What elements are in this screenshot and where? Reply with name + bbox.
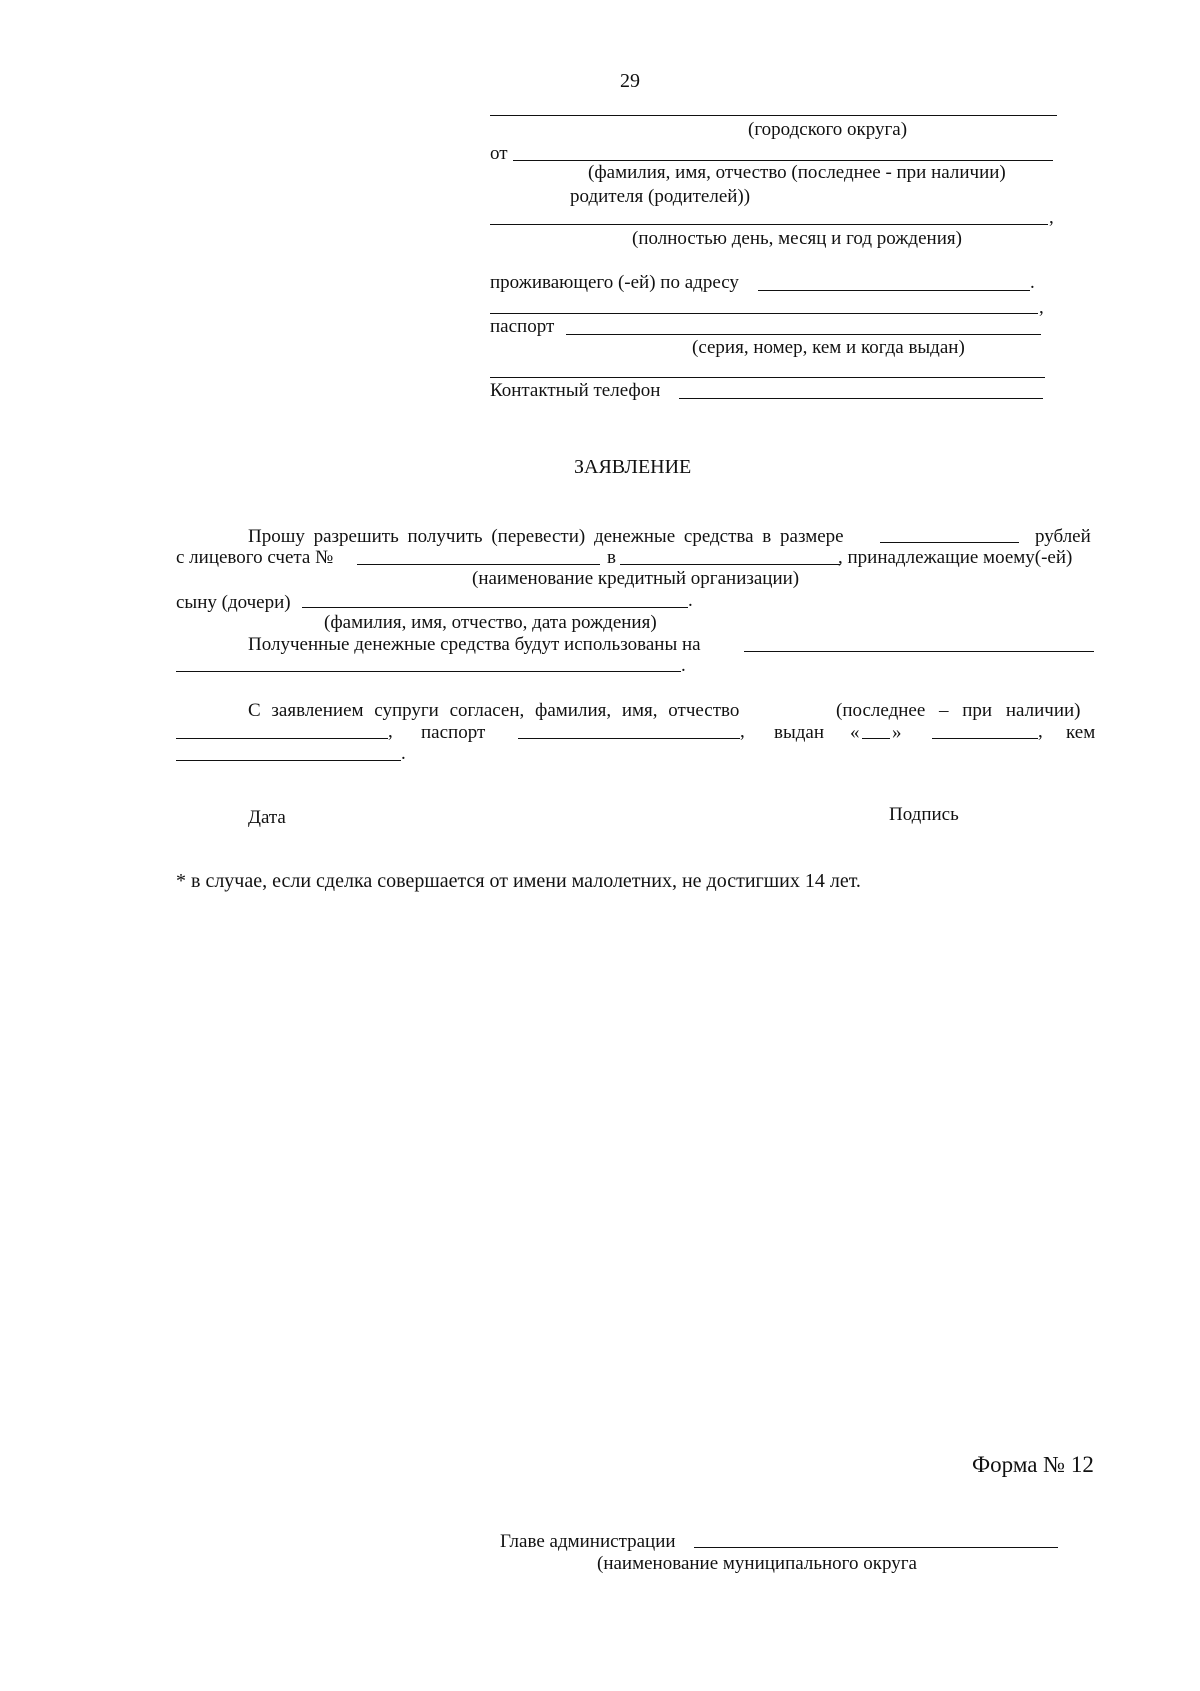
belong-text: , принадлежащие моему(-ей) — [838, 547, 1073, 568]
account-label: с лицевого счета № — [176, 547, 334, 568]
fio-caption-2: родителя (родителей)) — [570, 186, 751, 207]
request-text: Прошу разрешить получить (перевести) денежные средства в размере — [248, 526, 844, 547]
issuer-line — [176, 760, 401, 761]
spouse-paren-text: (последнее – при наличии) — [836, 700, 1081, 721]
whom-word: кем — [1066, 722, 1096, 743]
from-label: от — [490, 143, 508, 164]
bank-caption: (наименование кредитный организации) — [472, 568, 800, 589]
child-dot: . — [688, 590, 693, 611]
usage-line-1 — [744, 651, 1094, 652]
address-line-1 — [758, 290, 1030, 291]
day-line — [862, 738, 890, 739]
passport-label: паспорт — [490, 316, 555, 337]
passport-line — [566, 334, 1041, 335]
rubles-word: рублей — [1035, 526, 1091, 547]
spouse-passport-line — [518, 738, 740, 739]
spouse-name-comma: , — [388, 721, 393, 742]
in-word: в — [607, 547, 616, 568]
okrug-line — [490, 115, 1057, 116]
issued-word: выдан — [774, 722, 825, 743]
signature-label: Подпись — [889, 804, 959, 825]
passport-line-2 — [490, 377, 1045, 378]
usage-label: Полученные денежные средства будут использованы на — [248, 634, 701, 655]
month-line — [932, 738, 1038, 739]
address-line-2 — [490, 313, 1038, 314]
month-comma: , — [1038, 721, 1043, 742]
child-line — [302, 607, 688, 608]
dob-line — [490, 224, 1048, 225]
fio-caption-1: (фамилия, имя, отчество (последнее - при наличии) — [588, 162, 1006, 183]
quote-close: » — [892, 722, 902, 743]
from-line — [513, 160, 1053, 161]
spouse-name-line — [176, 738, 388, 739]
spouse-consent-text: С заявлением супруги согласен, фамилия, имя, отчество — [248, 700, 740, 721]
issuer-dot: . — [401, 743, 406, 764]
child-caption: (фамилия, имя, отчество, дата рождения) — [324, 612, 657, 633]
okrug-caption: (городского округа) — [748, 119, 908, 140]
passport-comma: , — [740, 721, 745, 742]
dob-caption: (полностью день, месяц и год рождения) — [632, 228, 962, 249]
addressee-label: Главе администрации — [500, 1531, 676, 1552]
passport-caption: (серия, номер, кем и когда выдан) — [692, 337, 965, 358]
footnote: * в случае, если сделка совершается от имени малолетних, не достигших 14 лет. — [176, 870, 861, 892]
addressee-caption: (наименование муниципального округа — [597, 1553, 917, 1574]
address-dot: . — [1030, 272, 1035, 293]
amount-line — [880, 542, 1019, 543]
address-comma: , — [1039, 297, 1044, 318]
son-label: сыну (дочери) — [176, 592, 291, 613]
addressee-line — [694, 1547, 1058, 1548]
usage-line-2 — [176, 671, 681, 672]
date-label: Дата — [248, 807, 286, 828]
phone-label: Контактный телефон — [490, 380, 661, 401]
dob-comma: , — [1049, 207, 1054, 228]
address-label: проживающего (-ей) по адресу — [490, 272, 739, 293]
form-number: Форма № 12 — [972, 1452, 1094, 1477]
document-title: ЗАЯВЛЕНИЕ — [574, 456, 692, 478]
bank-line — [620, 564, 840, 565]
phone-line — [679, 398, 1043, 399]
account-line — [357, 564, 600, 565]
quote-open: « — [850, 722, 860, 743]
page-number: 29 — [620, 70, 640, 92]
passport-word: паспорт — [421, 722, 486, 743]
usage-dot: . — [681, 655, 686, 676]
